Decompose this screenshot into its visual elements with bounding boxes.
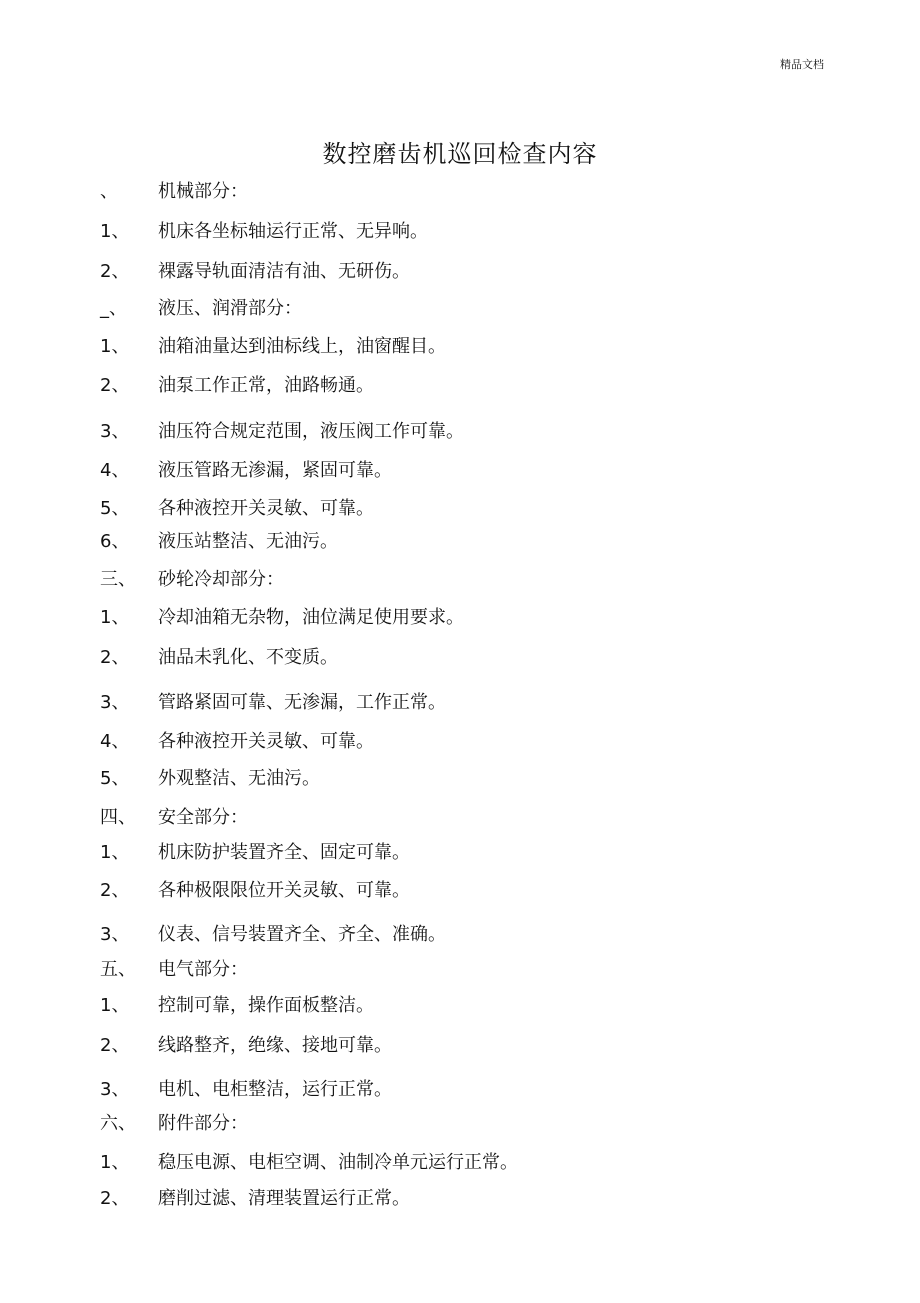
item-marker: 三、 — [100, 569, 136, 590]
item-text: 机床防护装置齐全、固定可靠。 — [158, 842, 410, 863]
item-text: 各种液控开关灵敏、可靠。 — [158, 731, 374, 752]
document-title: 数控磨齿机巡回检查内容 — [322, 140, 598, 168]
item-text: 液压管路无渗漏，紧固可靠。 — [158, 460, 392, 481]
item-text: 稳压电源、电柜空调、油制冷单元运行正常。 — [158, 1152, 518, 1173]
item-marker: 2、 — [100, 375, 130, 396]
item-marker: 4、 — [100, 731, 130, 752]
item-marker: 3、 — [100, 692, 130, 713]
item-marker: _、 — [100, 298, 127, 319]
item-text: 管路紧固可靠、无渗漏，工作正常。 — [158, 692, 446, 713]
item-text: 安全部分： — [158, 807, 248, 828]
item-marker: 4、 — [100, 460, 130, 481]
item-marker: 6、 — [100, 531, 130, 552]
item-marker: 1、 — [100, 221, 130, 242]
item-text: 液压站整洁、无油污。 — [158, 531, 338, 552]
item-text: 线路整齐，绝缘、接地可靠。 — [158, 1035, 392, 1056]
item-text: 油品未乳化、不变质。 — [158, 647, 338, 668]
item-marker: 、 — [100, 181, 118, 202]
item-text: 砂轮冷却部分： — [158, 569, 284, 590]
item-text: 油压符合规定范围，液压阀工作可靠。 — [158, 421, 464, 442]
item-text: 油泵工作正常，油路畅通。 — [158, 375, 374, 396]
item-marker: 2、 — [100, 1035, 130, 1056]
item-text: 电机、电柜整洁，运行正常。 — [158, 1079, 392, 1100]
item-marker: 2、 — [100, 1188, 130, 1209]
item-text: 各种液控开关灵敏、可靠。 — [158, 498, 374, 519]
item-marker: 3、 — [100, 1079, 130, 1100]
item-marker: 1、 — [100, 995, 130, 1016]
item-text: 附件部分： — [158, 1113, 248, 1134]
item-text: 冷却油箱无杂物，油位满足使用要求。 — [158, 607, 464, 628]
item-text: 电气部分： — [158, 959, 248, 980]
item-marker: 2、 — [100, 880, 130, 901]
item-marker: 1、 — [100, 842, 130, 863]
item-text: 外观整洁、无油污。 — [158, 768, 320, 789]
item-text: 机床各坐标轴运行正常、无异响。 — [158, 221, 428, 242]
item-marker: 四、 — [100, 807, 136, 828]
item-text: 液压、润滑部分： — [158, 298, 302, 319]
item-marker: 1、 — [100, 607, 130, 628]
item-marker: 1、 — [100, 336, 130, 357]
item-marker: 五、 — [100, 959, 136, 980]
item-text: 磨削过滤、清理装置运行正常。 — [158, 1188, 410, 1209]
item-marker: 1、 — [100, 1152, 130, 1173]
item-text: 各种极限限位开关灵敏、可靠。 — [158, 880, 410, 901]
header-note: 精品文档 — [780, 58, 824, 71]
item-marker: 3、 — [100, 924, 130, 945]
item-text: 控制可靠，操作面板整洁。 — [158, 995, 374, 1016]
item-marker: 六、 — [100, 1113, 136, 1134]
item-marker: 2、 — [100, 261, 130, 282]
item-marker: 5、 — [100, 498, 130, 519]
item-text: 裸露导轨面清洁有油、无研伤。 — [158, 261, 410, 282]
item-marker: 3、 — [100, 421, 130, 442]
item-text: 油箱油量达到油标线上，油窗醒目。 — [158, 336, 446, 357]
item-marker: 5、 — [100, 768, 130, 789]
item-text: 机械部分： — [158, 181, 248, 202]
item-text: 仪表、信号装置齐全、齐全、准确。 — [158, 924, 446, 945]
item-marker: 2、 — [100, 647, 130, 668]
